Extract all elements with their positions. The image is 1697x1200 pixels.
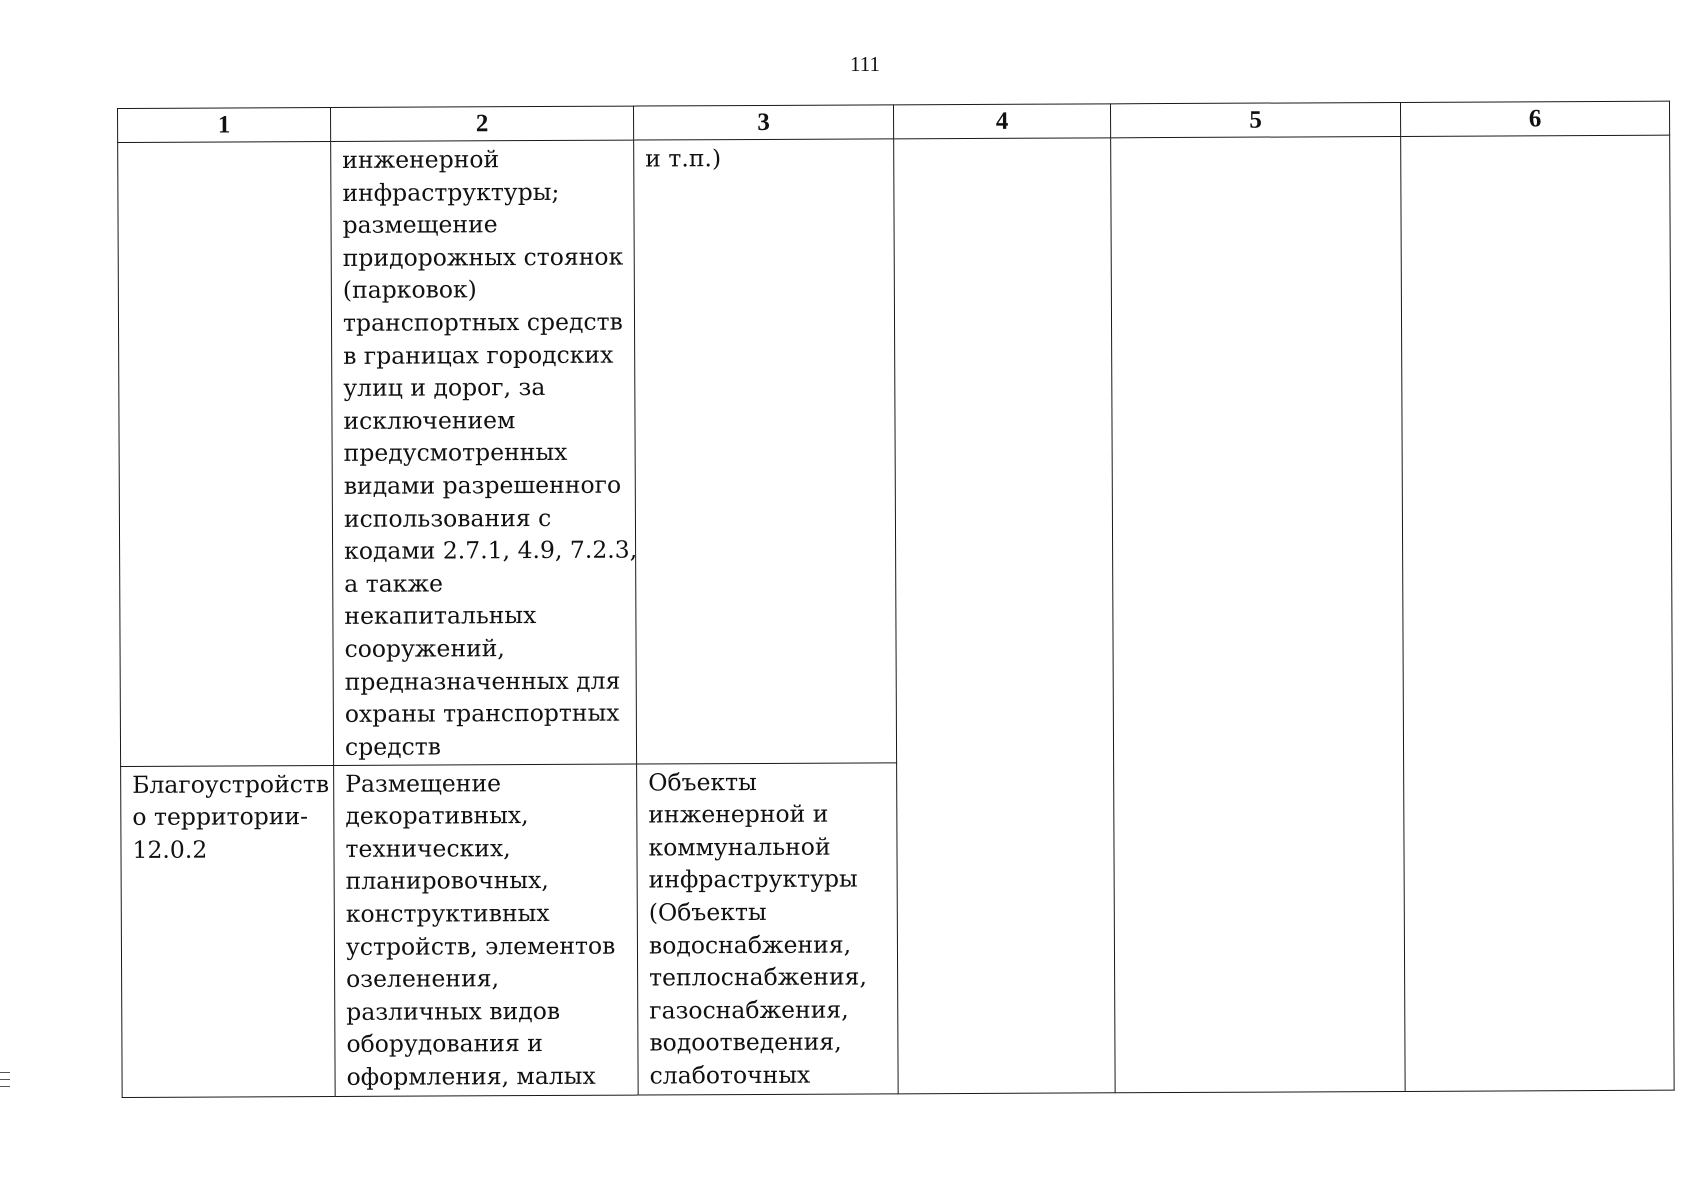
cell-text-line: Размещение: [345, 768, 502, 798]
column-header-4: 4: [893, 104, 1110, 139]
cell-row1-col3: [634, 139, 897, 764]
cell-text-line: и т.п.): [645, 144, 722, 173]
cell-text-line: (Объекты: [648, 897, 767, 927]
cell-text-line: водоснабжения,: [648, 930, 852, 960]
cell-row2-col1: [121, 765, 336, 1097]
cell-text-line: предназначенных для: [344, 666, 621, 696]
cell-text-line: оформления, малых: [346, 1061, 596, 1091]
cell-text-line: предусмотренных: [343, 438, 568, 468]
cell-text-line: некапитальных: [344, 601, 537, 631]
cell-text-line: планировочных,: [345, 866, 549, 896]
scan-margin-mark: [0, 1072, 10, 1094]
cell-text-line: устройств, элементов: [345, 931, 616, 961]
cell-row1-col6: [1401, 135, 1673, 760]
cell-row1-col1: [118, 141, 334, 766]
cell-text-line: размещение: [342, 210, 498, 240]
cell-text-line: а также: [344, 569, 444, 598]
column-header-1: 1: [118, 107, 331, 142]
table-row: [121, 759, 1675, 1098]
column-header-5: 5: [1110, 102, 1400, 137]
cell-text-line: инженерной и: [648, 799, 829, 829]
cell-row2-col5: [1114, 760, 1406, 1093]
cell-text-line: декоративных,: [345, 801, 529, 831]
cell-text-line: в границах городских: [343, 340, 614, 370]
column-header-2: 2: [331, 106, 634, 141]
cell-row2-col2: [334, 764, 639, 1097]
cell-text-line: исключением: [343, 405, 516, 435]
cell-text-line: кодами 2.7.1, 4.9, 7.2.3,: [344, 535, 638, 566]
cell-text-line: инфраструктуры;: [342, 177, 560, 207]
regulations-table: [117, 101, 1675, 1098]
table-row: [118, 135, 1673, 766]
cell-text-line: теплоснабжения,: [649, 962, 867, 992]
cell-text-line: озеленения,: [346, 964, 500, 994]
cell-text-line: улиц и дорог, за: [343, 373, 546, 403]
cell-text-line: средств: [344, 732, 442, 761]
column-header-6: 6: [1400, 101, 1669, 136]
cell-text-line: охраны транспортных: [344, 698, 620, 729]
cell-text-line: видами разрешенного: [343, 470, 622, 500]
cell-text-line: сооружений,: [344, 634, 505, 663]
cell-text-line: Объекты: [648, 767, 757, 797]
cell-text-line: водоотведения,: [649, 1027, 842, 1057]
cell-text-line: (парковок): [342, 275, 477, 305]
column-header-3: 3: [633, 105, 893, 140]
cell-text-line: различных видов: [346, 996, 561, 1026]
cell-row1-col2: [331, 140, 637, 765]
cell-row2-col4: [897, 761, 1116, 1093]
cell-text-line: о территории-: [132, 802, 309, 832]
cell-text-line: инженерной: [342, 145, 500, 174]
cell-text-line: слаботочных: [649, 1060, 811, 1090]
cell-text-line: газоснабжения,: [649, 995, 849, 1025]
cell-row2-col6: [1404, 759, 1675, 1092]
cell-text-line: инфраструктуры: [648, 864, 858, 894]
cell-text-line: технических,: [345, 833, 511, 863]
cell-text-line: 12.0.2: [132, 835, 208, 864]
cell-text-line: транспортных средств: [342, 307, 623, 337]
cell-row1-col5: [1111, 136, 1404, 761]
cell-text-line: Благоустройств: [132, 769, 330, 799]
cell-text-line: использования с: [343, 503, 552, 533]
cell-text-line: коммунальной: [648, 832, 831, 862]
cell-row2-col3: [637, 762, 899, 1095]
cell-text-line: придорожных стоянок: [342, 242, 624, 272]
cell-text-line: оборудования и: [346, 1029, 543, 1059]
cell-row1-col4: [894, 138, 1114, 763]
page-number: 111: [850, 52, 880, 76]
cell-text-line: конструктивных: [345, 898, 550, 928]
